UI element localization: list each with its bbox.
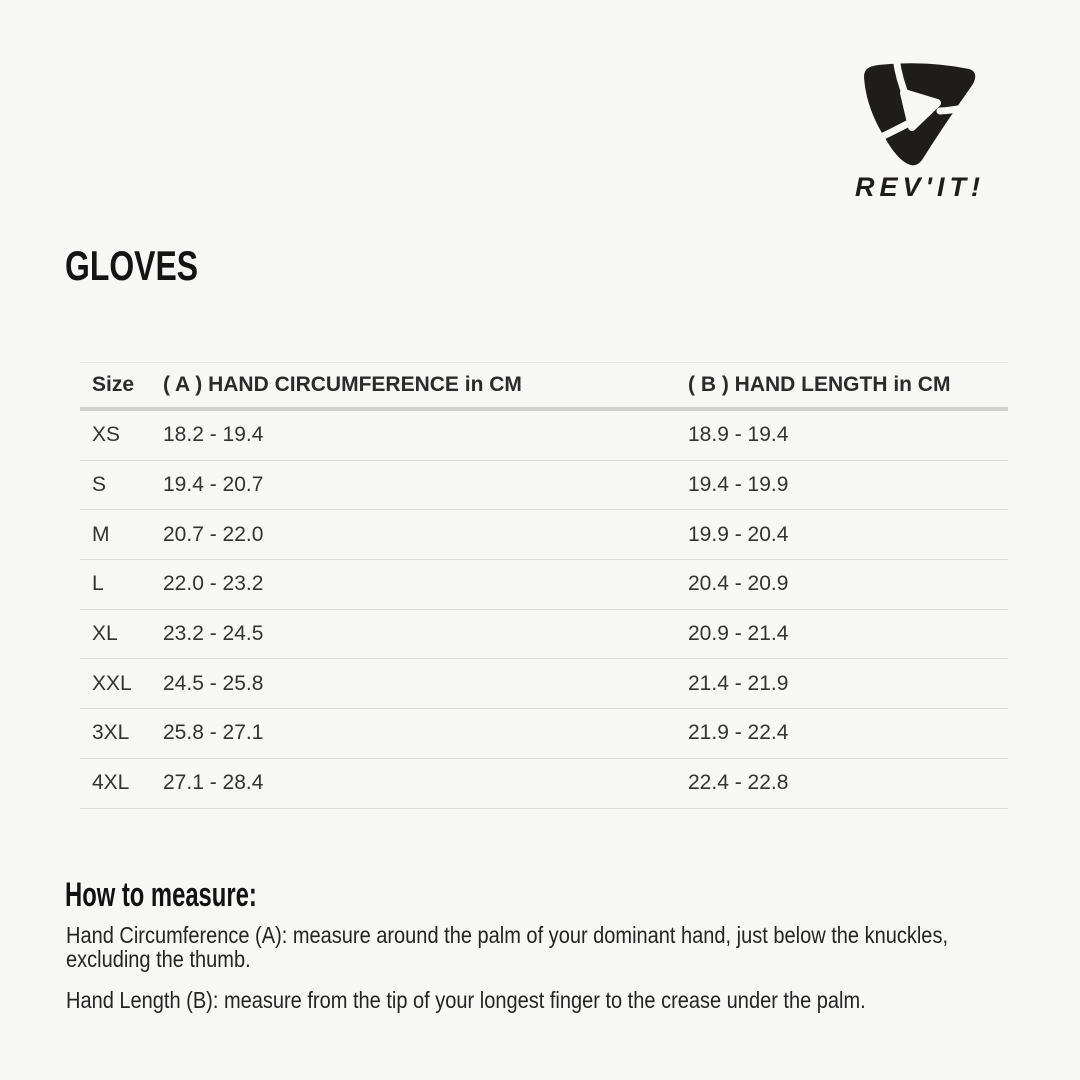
table-row — [80, 411, 1008, 461]
size-table — [80, 362, 1008, 809]
cell-size: XL — [92, 622, 118, 646]
table-row — [80, 560, 1008, 610]
cell-circumference: 25.8 - 27.1 — [163, 721, 264, 745]
cell-length: 21.4 - 21.9 — [688, 671, 789, 695]
cell-size: XXL — [92, 671, 132, 695]
cell-size: XS — [92, 423, 121, 447]
revit-logo — [855, 60, 985, 203]
cell-length: 19.9 - 20.4 — [688, 522, 789, 546]
instruction-line: excluding the thumb. — [66, 945, 251, 972]
revit-wordmark: REV'IT! — [855, 172, 985, 202]
cell-circumference: 18.2 - 19.4 — [163, 423, 264, 447]
cell-size: 4XL — [92, 771, 130, 795]
table-header-row — [80, 363, 1008, 411]
table-row — [80, 709, 1008, 759]
header-hand-length: ( B ) HAND LENGTH in CM — [688, 373, 951, 396]
cell-circumference: 24.5 - 25.8 — [163, 671, 264, 695]
revit-shield-icon — [855, 60, 985, 170]
header-hand-circumference: ( A ) HAND CIRCUMFERENCE in CM — [163, 373, 522, 396]
instruction-line: Hand Circumference (A): measure around the palm of your dominant hand, just below the knuckles, — [66, 922, 949, 948]
instruction-line: Hand Length (B): measure from the tip of your longest finger to the crease under the palm. — [66, 987, 866, 1013]
cell-size: 3XL — [92, 721, 130, 745]
cell-size: S — [92, 473, 107, 497]
cell-circumference: 22.0 - 23.2 — [163, 572, 264, 596]
cell-length: 18.9 - 19.4 — [688, 423, 789, 447]
table-row — [80, 610, 1008, 660]
cell-length: 21.9 - 22.4 — [688, 721, 789, 745]
cell-size: L — [92, 572, 104, 596]
hand-circumference-instructions — [66, 924, 948, 971]
hand-length-instructions — [66, 989, 866, 1013]
cell-length: 22.4 - 22.8 — [688, 771, 789, 795]
cell-circumference: 19.4 - 20.7 — [163, 473, 264, 497]
cell-length: 20.9 - 21.4 — [688, 622, 789, 646]
cell-size: M — [92, 522, 110, 546]
cell-circumference: 20.7 - 22.0 — [163, 522, 264, 546]
table-row — [80, 461, 1008, 511]
table-row — [80, 759, 1008, 809]
table-row — [80, 659, 1008, 709]
cell-length: 19.4 - 19.9 — [688, 473, 789, 497]
how-to-measure-heading: How to measure: — [65, 876, 257, 914]
table-row — [80, 510, 1008, 560]
page-title: GLOVES — [65, 242, 199, 289]
header-size: Size — [92, 373, 135, 396]
cell-circumference: 27.1 - 28.4 — [163, 771, 264, 795]
cell-length: 20.4 - 20.9 — [688, 572, 789, 596]
cell-circumference: 23.2 - 24.5 — [163, 622, 264, 646]
